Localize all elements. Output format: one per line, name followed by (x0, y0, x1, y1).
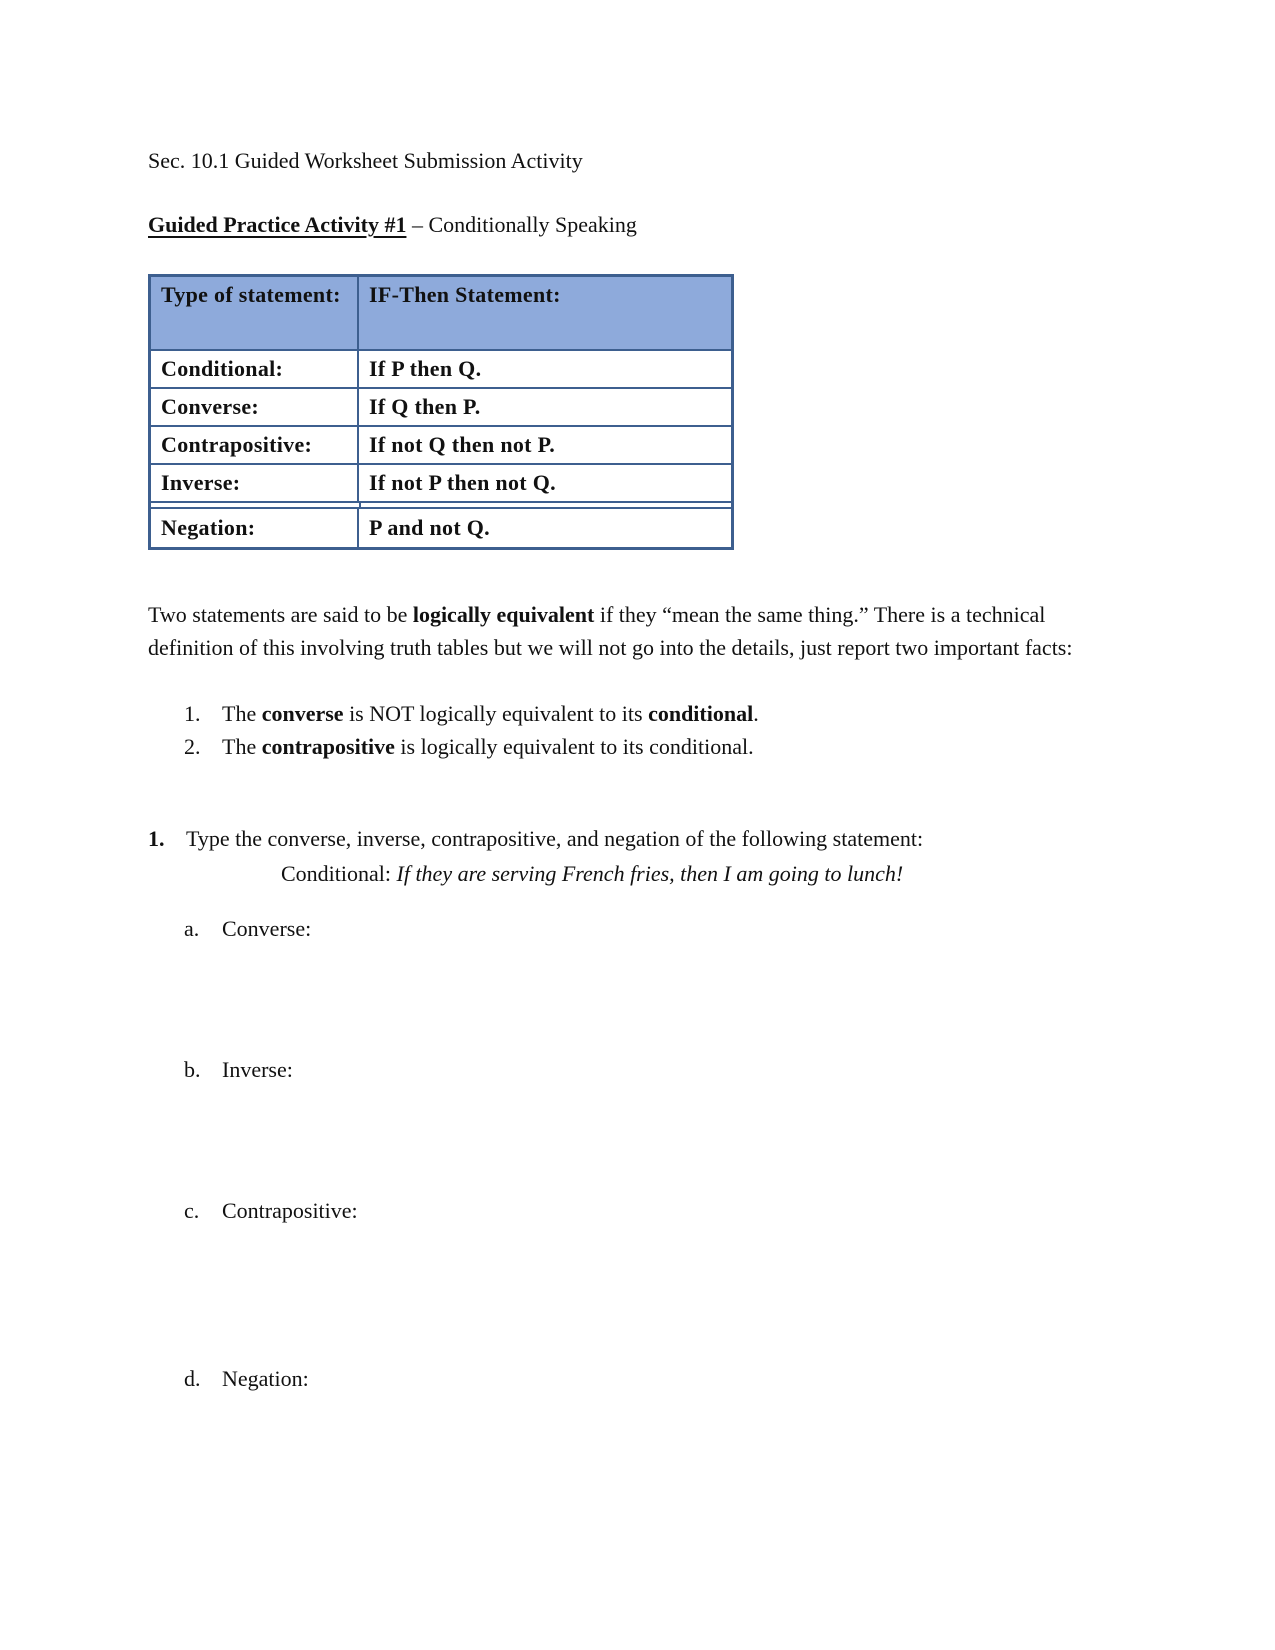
table-header-type: Type of statement: (151, 277, 359, 349)
part-label: Contrapositive: (222, 1198, 358, 1223)
part-label: Inverse: (222, 1057, 293, 1082)
table-row (148, 387, 734, 425)
row-type: Negation: (151, 509, 359, 547)
answer-part-contrapositive (184, 1198, 358, 1224)
table-row (148, 463, 734, 501)
fact-bold: converse (261, 701, 344, 726)
part-letter: b. (184, 1057, 201, 1082)
activity-heading-subtitle: – Conditionally Speaking (406, 212, 637, 237)
row-statement: If Q then P. (369, 394, 481, 419)
table-header-statement: IF-Then Statement: (369, 282, 561, 307)
table-row (148, 349, 734, 387)
answer-part-inverse (184, 1057, 293, 1083)
part-letter: a. (184, 916, 200, 941)
row-statement: If P then Q. (369, 356, 482, 381)
document-title: Sec. 10.1 Guided Worksheet Submission Activity (148, 148, 583, 173)
activity-heading (148, 212, 637, 238)
fact-text: The (222, 701, 262, 726)
part-label: Negation: (222, 1366, 309, 1391)
facts-list (184, 697, 759, 763)
answer-part-negation (184, 1366, 309, 1392)
row-type: Conditional: (151, 351, 359, 387)
fact-text: is logically equivalent to its conditional. (394, 734, 754, 759)
list-item (184, 697, 759, 730)
statement-types-table (148, 274, 734, 550)
fact-bold: conditional (648, 701, 754, 726)
answer-part-converse (184, 916, 311, 942)
conditional-statement (281, 861, 903, 887)
list-number: 1. (184, 701, 201, 726)
paragraph-text: Two statements are said to be (148, 602, 413, 627)
conditional-text: If they are serving French fries, then I am going to lunch! (396, 861, 904, 886)
table-divider (148, 501, 734, 507)
fact-text: is NOT logically equivalent to its (343, 701, 649, 726)
paragraph-text: if they “mean the same thing.” There is a technical definition of this involving truth tables but we will not go into the details, just report two important facts: (148, 602, 1073, 660)
part-letter: c. (184, 1198, 200, 1223)
activity-heading-label: Guided Practice Activity #1 (148, 212, 407, 237)
question-text: Type the converse, inverse, contrapositive, and negation of the following statement: (186, 826, 924, 851)
fact-bold: contrapositive (261, 734, 395, 759)
equivalence-paragraph (148, 598, 1108, 664)
list-item (184, 730, 759, 763)
table-header-row (148, 274, 734, 349)
part-label: Converse: (222, 916, 312, 941)
part-letter: d. (184, 1366, 201, 1391)
row-type: Inverse: (151, 465, 359, 501)
row-statement: P and not Q. (369, 515, 490, 540)
row-type: Converse: (151, 389, 359, 425)
question-1 (148, 826, 923, 852)
conditional-label: Conditional: (281, 861, 397, 886)
row-type: Contrapositive: (151, 427, 359, 463)
row-statement: If not Q then not P. (369, 432, 556, 457)
fact-text: The (222, 734, 262, 759)
table-row (148, 425, 734, 463)
paragraph-bold-term: logically equivalent (412, 602, 595, 627)
question-number: 1. (148, 826, 165, 851)
list-number: 2. (184, 734, 201, 759)
row-statement: If not P then not Q. (369, 470, 556, 495)
fact-text: . (753, 701, 759, 726)
table-row-negation (148, 507, 734, 550)
